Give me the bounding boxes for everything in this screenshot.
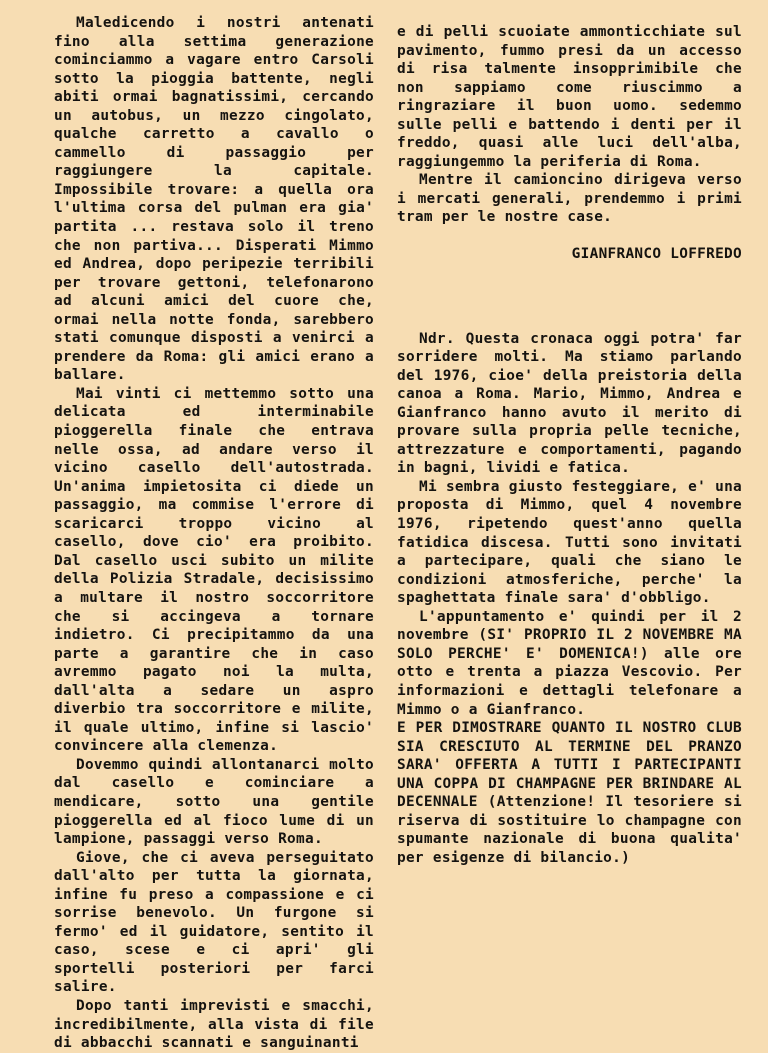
paragraph-van-driver: Giove, che ci aveva perseguitato dall'alto per tutta la giornata, infine fu preso a compassione e ci sorrise benevolo. Un furgone si fermo' ed il guidatore, sentito il caso, scese e ci apri' gli sportelli posteriori per farci salire. [54,849,374,996]
paragraph-lambs: Dopo tanti imprevisti e smacchi, incredibilmente, alla vista di file di abbacchi scannati e sanguinanti [54,997,374,1052]
paragraph-champagne-announcement: E PER DIMOSTRARE QUANTO IL NOSTRO CLUB SIA CRESCIUTO AL TERMINE DEL PRANZO SARA' OFFERTA A TUTTI I PARTECIPANTI UNA COPPA DI CHAMPAGNE PER BRINDARE AL DECENNALE (Attenzione! Il tesoriere si riserva di sostituire lo champagne con spumante nazionale di buona qualita' per esigenze di bilancio.) [397,720,742,866]
right-column [397,23,742,867]
paragraph-toll-booth: Mai vinti ci mettemmo sotto una delicata ed interminabile pioggerella finale che entrava nelle ossa, ad andare verso il vicino casello dell'autostrada. Un'anima impietosita ci diede un passaggio, ma commise l'errore di scaricarci troppo vicino al casello, dove cio' era proibito. Dal casello usci subito un milite della Polizia Stradale, decisissimo a multare il nostro soccorritore che si accingeva a tornare indietro. Ci precipitammo da una parte a garantire che in caso avremmo pagato noi la multa, dall'alta a sedare un aspro diverbio tra soccorritore e milite, il quale ultimo, infine si lascio' convincere alla clemenza. [54,385,374,755]
author-signature: GIANFRANCO LOFFREDO [571,246,742,263]
paragraph-laughter: e di pelli scuoiate ammonticchiate sul pavimento, fummo presi da un accesso di risa talmente insopprimibile che non sappiamo come riuscimmo a ringraziare il buon uomo. sedemmo sulle pelli e battendo i denti per il freddo, quasi alle luci dell'alba, raggiungemmo la periferia di Roma. [397,24,742,170]
paragraph-celebration-proposal: Mi sembra giusto festeggiare, e' una proposta di Mimmo, quel 4 novembre 1976, ripetendo quest'anno quella fatidica discesa. Tutti sono invitati a partecipare, quali che siano le condizioni atmosferiche, perche' la spaghettata finale sara' d'obbligo. [397,478,742,607]
left-column [54,14,374,1053]
paragraph-begging-rides: Dovemmo quindi allontanarci molto dal casello e cominciare a mendicare, sotto una gentile pioggerella ed al fioco lume di un lampione, passaggi verso Roma. [54,756,374,848]
paragraph-trams-home: Mentre il camioncino dirigeva verso i mercati generali, prendemmo i primi tram per le nostre case. [397,172,742,226]
paragraph-appointment: L'appuntamento e' quindi per il 2 novembre (SI' PROPRIO IL 2 NOVEMBRE MA SOLO PERCHE' E' DOMENICA!) alle ore otto e trenta a piazza Vescovio. Per informazioni e dettagli telefonare a Mimmo o a Gianfranco. [397,608,742,718]
paragraph-journey-carsoli: Maledicendo i nostri antenati fino alla settima generazione cominciammo a vagare entro Carsoli sotto la pioggia battente, negli abiti ormai bagnatissimi, cercando un autobus, un mezzo cingolato, qualche carretto a cavallo o cammello di passaggio per raggiungere la capitale. Impossibile trovare: a quella ora l'ultima corsa del pulman era gia' partita ... restava solo il treno che non partiva... Disperati Mimmo ed Andrea, dopo peripezie terribili per trovare gettoni, telefonarono ad alcuni amici del cuore che, ormai nella notte fonda, sarebbero stati comunque disposti a venirci a prendere da Roma: gli amici erano a ballare. [54,15,374,384]
editor-note: Ndr. Questa cronaca oggi potra' far sorridere molti. Ma stiamo parlando del 1976, cioe' della preistoria della canoa a Roma. Mario, Mimmo, Andrea e Gianfranco hanno avuto il merito di provare sulla propria pelle tecniche, attrezzature e comportamenti, pagando in bagni, lividi e fatica. [397,330,742,477]
